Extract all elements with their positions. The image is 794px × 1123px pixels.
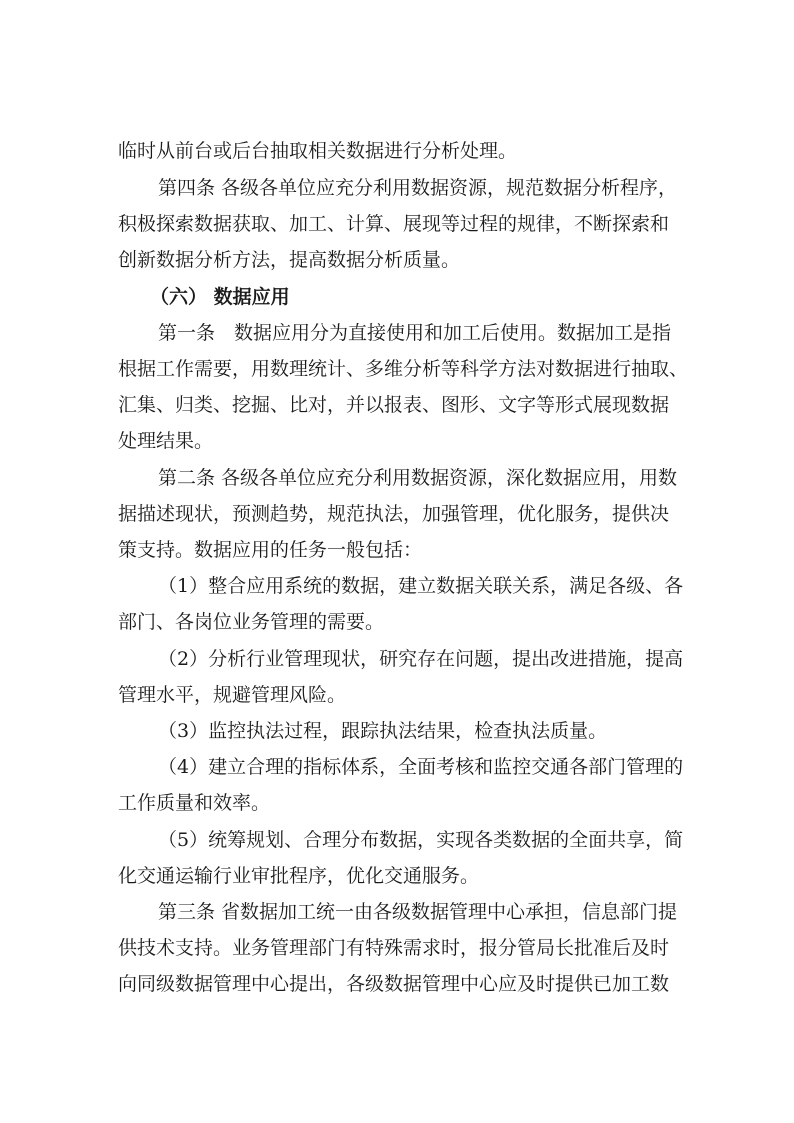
text-line: （1）整合应用系统的数据，建立数据关联关系，满足各级、各 <box>158 575 684 597</box>
text-line: 策支持。数据应用的任务一般包括： <box>118 539 423 561</box>
text-line: 向同级数据管理中心提出，各级数据管理中心应及时提供已加工数 <box>118 973 670 995</box>
text-line: 第一条 数据应用分为直接使用和加工后使用。数据加工是指 <box>158 322 672 344</box>
text-line: 第四条 各级各单位应充分利用数据资源，规范数据分析程序， <box>158 177 678 199</box>
text-line: 积极探索数据获取、加工、计算、展现等过程的规律，不断探索和 <box>118 213 670 235</box>
text-line: 临时从前台或后台抽取相关数据进行分析处理。 <box>118 140 518 162</box>
text-line: 汇集、归类、挖掘、比对，并以报表、图形、文字等形式展现数据 <box>118 394 670 416</box>
section-heading: （六） 数据应用 <box>150 286 290 308</box>
text-line: 管理水平，规避管理风险。 <box>118 684 347 706</box>
text-line: 工作质量和效率。 <box>118 792 271 814</box>
text-line: 第三条 省数据加工统一由各级数据管理中心承担，信息部门提 <box>158 901 678 923</box>
text-line: 第二条 各级各单位应充分利用数据资源，深化数据应用，用数 <box>158 467 678 489</box>
text-line: 据描述现状，预测趋势，规范执法，加强管理，优化服务，提供决 <box>118 503 670 525</box>
text-line: （2）分析行业管理现状，研究存在问题，提出改进措施，提高 <box>158 648 684 670</box>
text-line: 部门、各岗位业务管理的需要。 <box>118 611 385 633</box>
text-line: （4）建立合理的指标体系，全面考核和监控交通各部门管理的 <box>158 756 684 778</box>
text-line: （3）监控执法过程，跟踪执法结果，检查执法质量。 <box>158 720 608 742</box>
text-line: （5）统筹规划、合理分布数据，实现各类数据的全面共享，简 <box>158 829 684 851</box>
text-line: 供技术支持。业务管理部门有特殊需求时，报分管局长批准后及时 <box>118 937 670 959</box>
text-line: 创新数据分析方法，提高数据分析质量。 <box>118 249 461 271</box>
text-line: 化交通运输行业审批程序，优化交通服务。 <box>118 865 480 887</box>
text-line: 根据工作需要，用数理统计、多维分析等科学方法对数据进行抽取、 <box>118 358 688 380</box>
text-line: 处理结果。 <box>118 430 214 452</box>
